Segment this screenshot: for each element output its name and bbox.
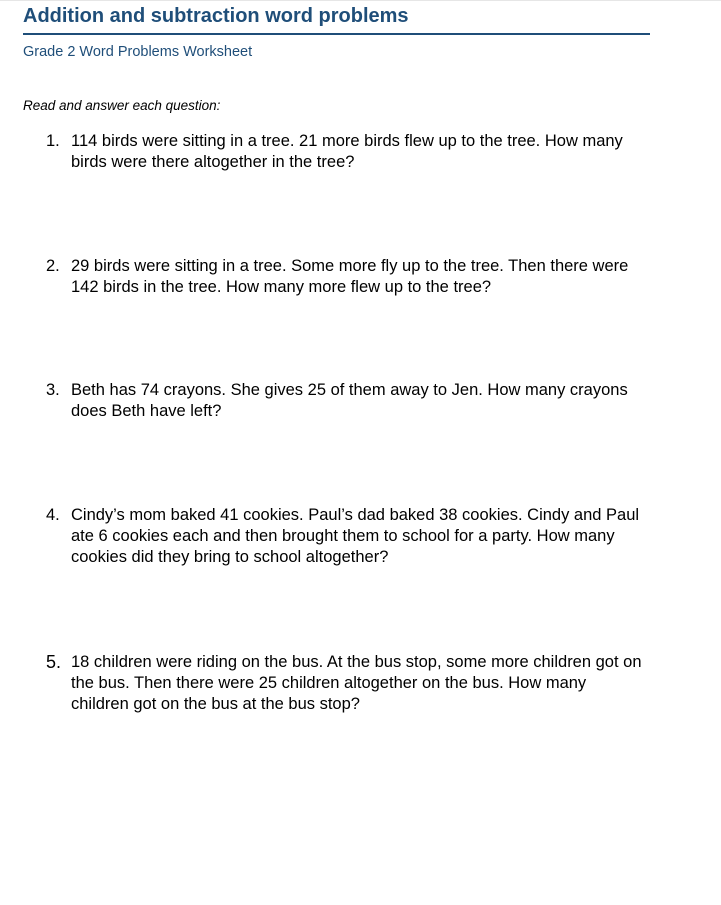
problem-2 (46, 256, 646, 298)
problem-4 (46, 505, 646, 568)
problem-number: 3. (46, 381, 60, 399)
problem-3 (46, 380, 646, 422)
problem-text: 18 children were riding on the bus. At the bus stop, some more children got on the bus. Then there were 25 children altogether on the bus. How many children got on the bus at the bus stop? (71, 653, 642, 713)
problem-text: 29 birds were sitting in a tree. Some more fly up to the tree. Then there were 142 birds in the tree. How many more flew up to the tree? (71, 257, 629, 296)
worksheet-title: Addition and subtraction word problems (23, 5, 409, 27)
problem-number: 1. (46, 132, 60, 150)
worksheet-subtitle: Grade 2 Word Problems Worksheet (23, 44, 253, 60)
problem-number: 2. (46, 257, 60, 275)
problem-1 (46, 131, 646, 173)
instructions: Read and answer each question: (23, 98, 221, 113)
problem-number: 4. (46, 506, 60, 524)
problem-text: 114 birds were sitting in a tree. 21 more birds flew up to the tree. How many birds were there altogether in the tree? (71, 132, 623, 171)
title-underline (23, 33, 650, 35)
problem-text: Beth has 74 crayons. She gives 25 of them away to Jen. How many crayons does Beth have left? (71, 381, 628, 420)
problem-text: Cindy’s mom baked 41 cookies. Paul’s dad baked 38 cookies. Cindy and Paul ate 6 cookies each and then brought them to school for a party. How many cookies did they bring to school altogether? (71, 506, 640, 566)
problem-number: 5. (46, 652, 62, 672)
problem-5 (46, 652, 646, 715)
page-top-border (0, 0, 721, 1)
